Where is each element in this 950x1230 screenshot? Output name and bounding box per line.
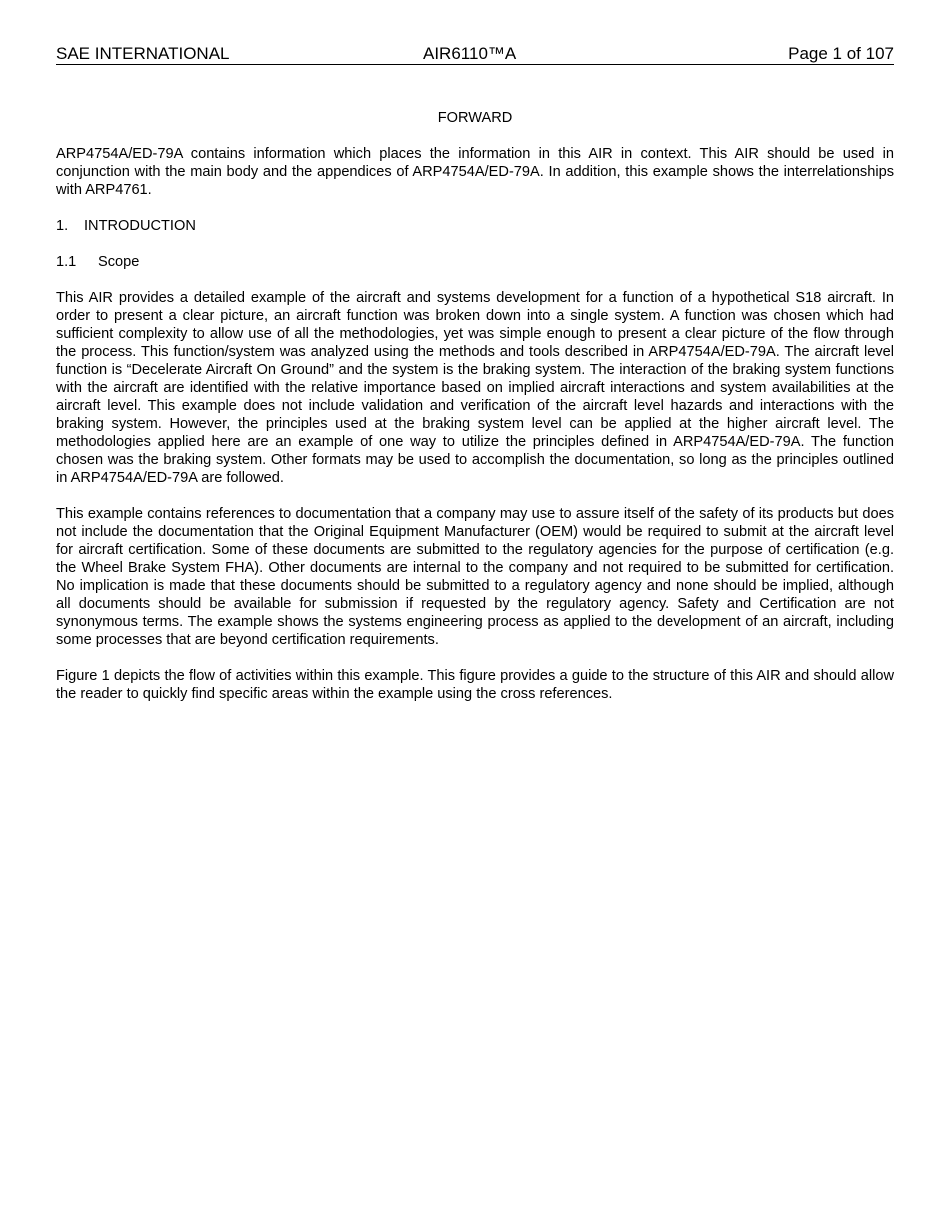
section-heading-introduction <box>56 217 894 235</box>
forward-paragraph: ARP4754A/ED-79A contains information which places the information in this AIR in context. This AIR should be used in conjunction with the main body and the appendices of ARP4754A/ED-79A. In addition, this example shows the interrelationships with ARP4761. <box>56 146 894 198</box>
forward-heading: FORWARD <box>437 110 513 126</box>
header-document-id: AIR6110™A <box>423 44 517 63</box>
document-body <box>56 109 894 721</box>
subsection-number: 1.1 <box>56 254 77 270</box>
scope-paragraph: Figure 1 depicts the flow of activities within this example. This figure provides a guide to the structure of this AIR and should allow the reader to quickly find specific areas within the example using the cross references. <box>56 668 894 702</box>
running-header <box>56 44 894 65</box>
subsection-heading-scope <box>56 253 894 271</box>
scope-paragraph: This example contains references to documentation that a company may use to assure itself of the safety of its products but does not include the documentation that the Original Equipment Manufacturer (OEM) would be required to submit at the aircraft level for aircraft certification. Some of these documents are submitted to the regulatory agencies for the purpose of certification (e.g. the Wheel Brake System FHA). Other documents are internal to the company and not required to be submitted for certification. No implication is made that these documents should be submitted to a regulatory agency and none should be implied, although all documents should be available for submission if requested by the regulatory agency. Safety and Certification are not synonymous terms. The example shows the systems engineering process as applied to the development of an aircraft, including some processes that are beyond certification requirements. <box>56 506 894 648</box>
section-title: INTRODUCTION <box>84 218 196 234</box>
header-page-number: Page 1 of 107 <box>788 44 894 63</box>
header-organization: SAE INTERNATIONAL <box>56 44 230 63</box>
scope-paragraph: This AIR provides a detailed example of the aircraft and systems development for a function of a hypothetical S18 aircraft. In order to present a clear picture, an aircraft function was broken down into a single system. A function was chosen which had sufficient complexity to allow use of all the methodologies, yet was simple enough to present a clear picture of the flow through the process. This function/system was analyzed using the methods and tools described in ARP4754A/ED-79A. The aircraft level function is “Decelerate Aircraft On Ground” and the system is the braking system. The interaction of the braking system functions with the aircraft are identified with the relative importance based on implied aircraft interactions and system availabilities at the aircraft level. This example does not include validation and verification of the aircraft level hazards and interactions with the braking system. However, the principles used at the braking system level can be applied at the higher aircraft level. The methodologies applied here are an example of one way to utilize the principles defined in ARP4754A/ED-79A. The function chosen was the braking system. Other formats may be used to accomplish the documentation, so long as the principles outlined in ARP4754A/ED-79A are followed. <box>56 290 894 486</box>
section-number: 1. <box>56 218 69 234</box>
subsection-title: Scope <box>98 254 140 270</box>
